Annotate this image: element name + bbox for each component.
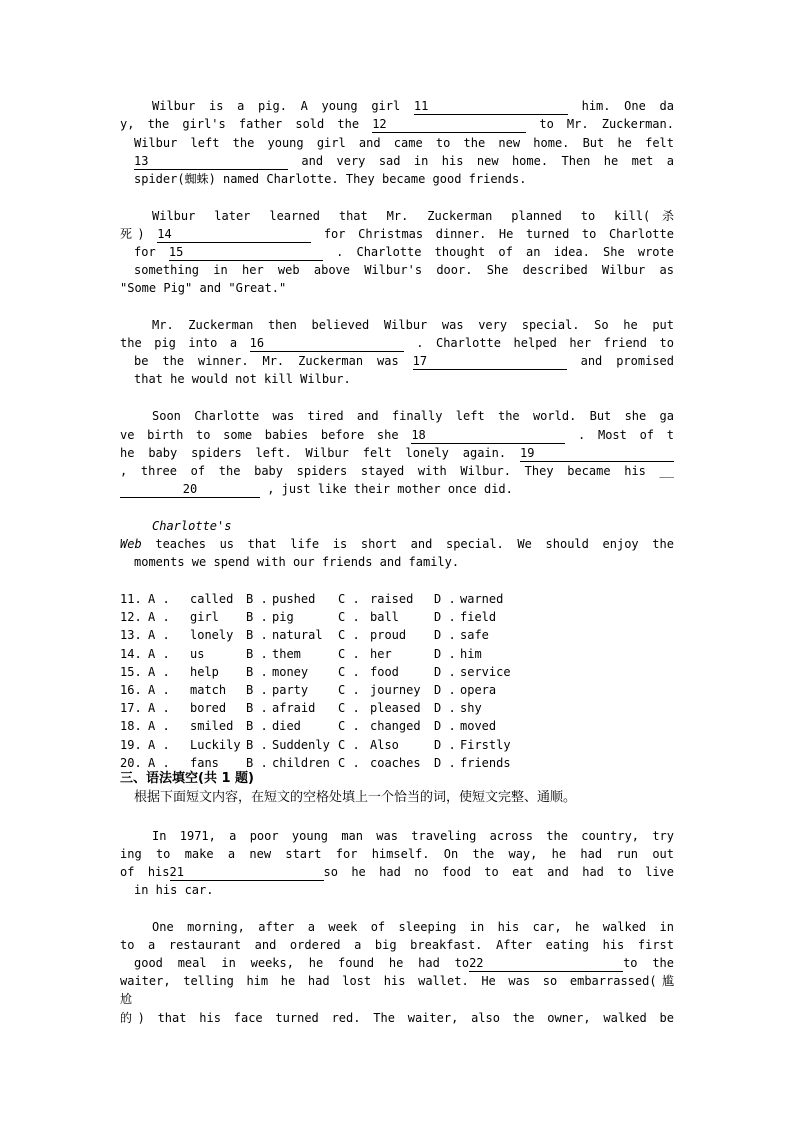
- option-text[interactable]: pushed: [272, 592, 316, 606]
- option-text[interactable]: Suddenly: [272, 737, 330, 752]
- option-text[interactable]: us: [190, 646, 205, 661]
- text-line: 死) 14 for Christmas dinner. He turned to Charlotte: [120, 227, 674, 241]
- option-letter: B .: [246, 646, 268, 661]
- option-letter: B .: [246, 664, 268, 679]
- question-number: 19.: [120, 737, 142, 752]
- option-text[interactable]: party: [272, 683, 309, 697]
- text-line: of his21 so he had no food to eat and had to live: [120, 865, 674, 879]
- book-title: Charlotte's: [152, 519, 232, 533]
- option-letter: C .: [338, 719, 360, 734]
- text-line: something in her web above Wilbur's door. She described Wilbur as: [134, 263, 674, 277]
- option-letter: A .: [148, 719, 170, 734]
- option-letter: C .: [338, 701, 360, 716]
- option-text[interactable]: called: [190, 592, 234, 606]
- option-letter: A .: [148, 628, 170, 643]
- option-letter: A .: [148, 701, 170, 716]
- option-text[interactable]: raised: [370, 592, 414, 606]
- option-letter: C .: [338, 755, 360, 770]
- option-letter: B .: [246, 683, 268, 697]
- text-line: be the winner. Mr. Zuckerman was 17 and promised: [134, 354, 674, 368]
- option-letter: C .: [338, 683, 360, 697]
- option-text[interactable]: children: [272, 755, 330, 770]
- text-line: In 1971, a poor young man was traveling across the country, try: [152, 829, 674, 843]
- option-row: [120, 663, 540, 681]
- option-text[interactable]: opera: [460, 683, 497, 697]
- option-letter: A .: [148, 610, 170, 625]
- text-line: good meal in weeks, he found he had to22 to the: [134, 956, 674, 970]
- option-text[interactable]: pig: [272, 610, 294, 625]
- text-line: moments we spend with our friends and family.: [134, 555, 460, 569]
- option-letter: C .: [338, 592, 360, 606]
- option-text[interactable]: fans: [190, 755, 219, 770]
- option-letter: C .: [338, 646, 360, 661]
- option-row: [120, 681, 540, 699]
- option-text[interactable]: food: [370, 664, 399, 679]
- option-text[interactable]: service: [460, 664, 511, 679]
- option-letter: A .: [148, 592, 170, 606]
- option-letter: D .: [434, 755, 456, 770]
- option-letter: D .: [434, 592, 456, 606]
- question-number: 18.: [120, 719, 142, 734]
- option-row: [120, 736, 540, 754]
- option-row: [120, 626, 540, 644]
- option-letter: A .: [148, 646, 170, 661]
- question-number: 17.: [120, 701, 142, 716]
- option-text[interactable]: coaches: [370, 755, 421, 770]
- question-number: 11.: [120, 592, 142, 606]
- option-letter: B .: [246, 719, 268, 734]
- option-letter: D .: [434, 701, 456, 716]
- text-line: waiter, telling him he had lost his wallet. He was so embarrassed(尴: [120, 974, 674, 988]
- book-title: Web: [120, 537, 142, 551]
- text-line: spider(蜘蛛) named Charlotte. They became good friends.: [134, 172, 527, 186]
- text-line: in his car.: [134, 883, 214, 897]
- blank-22[interactable]: 22: [469, 956, 623, 972]
- blank-19[interactable]: 19: [520, 446, 674, 462]
- section-instruction: 根据下面短文内容，在短文的空格处填上一个恰当的词，使短文完整、通顺。: [134, 790, 577, 805]
- question-number: 13.: [120, 628, 142, 643]
- question-number: 20.: [120, 755, 142, 770]
- option-text[interactable]: him: [460, 646, 482, 661]
- option-text[interactable]: changed: [370, 719, 421, 734]
- option-text[interactable]: proud: [370, 628, 407, 643]
- text-line: 13 and very sad in his new home. Then he met a: [134, 154, 674, 168]
- option-text[interactable]: friends: [460, 755, 511, 770]
- text-line: Soon Charlotte was tired and finally left the world. But she ga: [152, 409, 674, 423]
- text-line: 的) that his face turned red. The waiter, also the owner, walked be: [120, 1011, 674, 1025]
- blank-14[interactable]: 14: [157, 227, 311, 243]
- option-text[interactable]: lonely: [190, 628, 234, 643]
- text-line: ve birth to some babies before she 18 . Most of t: [120, 428, 674, 442]
- question-number: 12.: [120, 610, 142, 625]
- option-row: [120, 608, 540, 626]
- option-text[interactable]: Also: [370, 737, 399, 752]
- blank-17[interactable]: 17: [413, 354, 567, 370]
- option-text[interactable]: her: [370, 646, 392, 661]
- option-text[interactable]: Luckily: [190, 737, 241, 752]
- option-letter: D .: [434, 646, 456, 661]
- option-text[interactable]: them: [272, 646, 301, 661]
- text-line: 20 , just like their mother once did.: [120, 480, 674, 498]
- option-letter: B .: [246, 592, 268, 606]
- text-line: the pig into a 16 . Charlotte helped her friend to: [120, 336, 674, 350]
- text-line: y, the girl's father sold the 12 to Mr. Zuckerman.: [120, 117, 674, 131]
- option-text[interactable]: smiled: [190, 719, 234, 734]
- blank-21[interactable]: 21: [170, 865, 324, 881]
- option-row: [120, 645, 540, 663]
- text-line: Wilbur later learned that Mr. Zuckerman planned to kill(杀: [152, 209, 674, 223]
- option-text[interactable]: help: [190, 664, 219, 679]
- option-letter: C .: [338, 610, 360, 625]
- option-text[interactable]: natural: [272, 628, 323, 643]
- blank-12[interactable]: 12: [372, 117, 526, 133]
- option-letter: B .: [246, 610, 268, 625]
- option-letter: C .: [338, 628, 360, 643]
- text-line: he baby spiders left. Wilbur felt lonely again. 19: [120, 444, 674, 462]
- option-text[interactable]: match: [190, 683, 227, 697]
- option-text[interactable]: bored: [190, 701, 227, 716]
- blank-20[interactable]: 20: [120, 482, 260, 498]
- option-text[interactable]: pleased: [370, 701, 421, 716]
- option-text[interactable]: money: [272, 664, 309, 679]
- option-letter: A .: [148, 755, 170, 770]
- blank-18[interactable]: 18: [411, 428, 565, 444]
- option-letter: D .: [434, 628, 456, 643]
- text-line: One morning, after a week of sleeping in his car, he walked in: [152, 920, 674, 934]
- text-line: Mr. Zuckerman then believed Wilbur was very special. So he put: [152, 318, 674, 332]
- option-text[interactable]: moved: [460, 719, 497, 734]
- option-text[interactable]: journey: [370, 683, 421, 697]
- text-line: 尬: [120, 992, 133, 1006]
- option-text[interactable]: shy: [460, 701, 482, 716]
- option-text[interactable]: afraid: [272, 701, 316, 716]
- text-line: ing to make a new start for himself. On the way, he had run out: [120, 847, 674, 861]
- option-row: [120, 590, 540, 608]
- option-letter: C .: [338, 737, 360, 752]
- option-text[interactable]: Firstly: [460, 737, 511, 752]
- question-number: 14.: [120, 646, 142, 661]
- option-text[interactable]: died: [272, 719, 301, 734]
- text-line: Wilbur is a pig. A young girl 11 him. One da: [152, 99, 674, 113]
- text-line: Wilbur left the young girl and came to the new home. But he felt: [134, 136, 674, 150]
- option-letter: D .: [434, 737, 456, 752]
- option-letter: D .: [434, 664, 456, 679]
- blank-16[interactable]: 16: [250, 336, 404, 352]
- text-line: for 15 . Charlotte thought of an idea. She wrote: [134, 245, 674, 259]
- question-number: 16.: [120, 683, 142, 697]
- option-text[interactable]: warned: [460, 592, 504, 606]
- option-letter: A .: [148, 737, 170, 752]
- option-letter: B .: [246, 737, 268, 752]
- option-letter: C .: [338, 664, 360, 679]
- option-letter: D .: [434, 610, 456, 625]
- text-line: to a restaurant and ordered a big breakfast. After eating his first: [120, 938, 674, 952]
- text-line: "Some Pig" and "Great.": [120, 281, 287, 295]
- text-line: that he would not kill Wilbur.: [134, 372, 351, 386]
- option-letter: D .: [434, 719, 456, 734]
- section-heading: 三、语法填空(共 1 题): [120, 771, 254, 786]
- option-text[interactable]: ball: [370, 610, 399, 625]
- option-letter: A .: [148, 683, 170, 697]
- option-letter: B .: [246, 701, 268, 716]
- blank-13[interactable]: 13: [134, 154, 288, 170]
- option-text[interactable]: girl: [190, 610, 219, 625]
- option-text[interactable]: field: [460, 610, 497, 625]
- option-text[interactable]: safe: [460, 628, 489, 643]
- option-row: [120, 699, 540, 717]
- blank-11[interactable]: 11: [414, 99, 568, 115]
- text-line: , three of the baby spiders stayed with Wilbur. They became his __: [120, 464, 674, 478]
- option-letter: B .: [246, 755, 268, 770]
- question-number: 15.: [120, 664, 142, 679]
- option-row: [120, 717, 540, 735]
- option-letter: D .: [434, 683, 456, 697]
- option-letter: B .: [246, 628, 268, 643]
- blank-15[interactable]: 15: [169, 245, 323, 261]
- option-letter: A .: [148, 664, 170, 679]
- text-line: Web teaches us that life is short and special. We should enjoy the: [120, 537, 674, 551]
